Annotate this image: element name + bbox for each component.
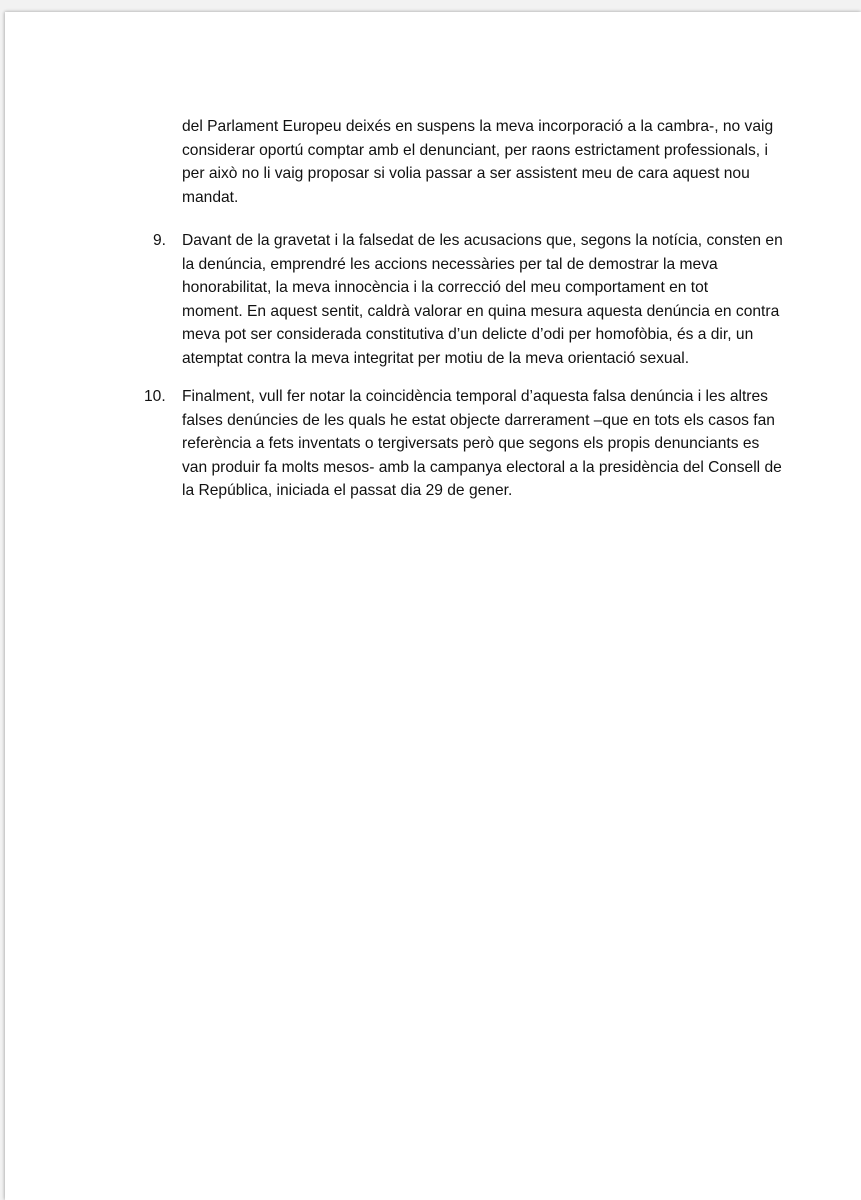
- paragraph-line: referència a fets inventats o tergiversats però que segons els propis denunciants es: [182, 435, 760, 452]
- paragraph-line: honorabilitat, la meva innocència i la correcció del meu comportament en tot: [182, 279, 709, 296]
- paragraph-line: atemptat contra la meva integritat per motiu de la meva orientació sexual.: [182, 349, 690, 367]
- paragraph-line: falses denúncies de les quals he estat objecte darrerament –que en tots els casos fan: [182, 411, 775, 429]
- paragraph-line: la denúncia, emprendré les accions necessàries per tal de demostrar la meva: [182, 255, 718, 273]
- paragraph-line: la República, iniciada el passat dia 29 de gener.: [182, 482, 513, 499]
- list-item-number: 10.: [144, 388, 166, 405]
- paragraph-line: del Parlament Europeu deixés en suspens la meva incorporació a la cambra-, no vaig: [182, 118, 774, 135]
- paragraph-line: Finalment, vull fer notar la coincidència temporal d’aquesta falsa denúncia i les altres: [182, 388, 768, 405]
- paragraph-line: moment. En aquest sentit, caldrà valorar en quina mesura aquesta denúncia en contra: [182, 302, 780, 320]
- paragraph-line: per això no li vaig proposar si volia passar a ser assistent meu de cara aquest nou: [182, 165, 750, 182]
- paragraph-line: meva pot ser considerada constitutiva d’un delicte d’odi per homofòbia, és a dir, un: [182, 326, 754, 343]
- paragraph-line: van produir fa molts mesos- amb la campanya electoral a la presidència del Consell de: [182, 458, 782, 476]
- paragraph-line: mandat.: [182, 188, 239, 206]
- list-item-number: 9.: [153, 232, 167, 249]
- document-page: [5, 12, 861, 1200]
- paragraph-line: Davant de la gravetat i la falsedat de les acusacions que, segons la notícia, consten en: [182, 232, 783, 249]
- paragraph-line: considerar oportú comptar amb el denunciant, per raons estrictament professionals, i: [182, 141, 768, 159]
